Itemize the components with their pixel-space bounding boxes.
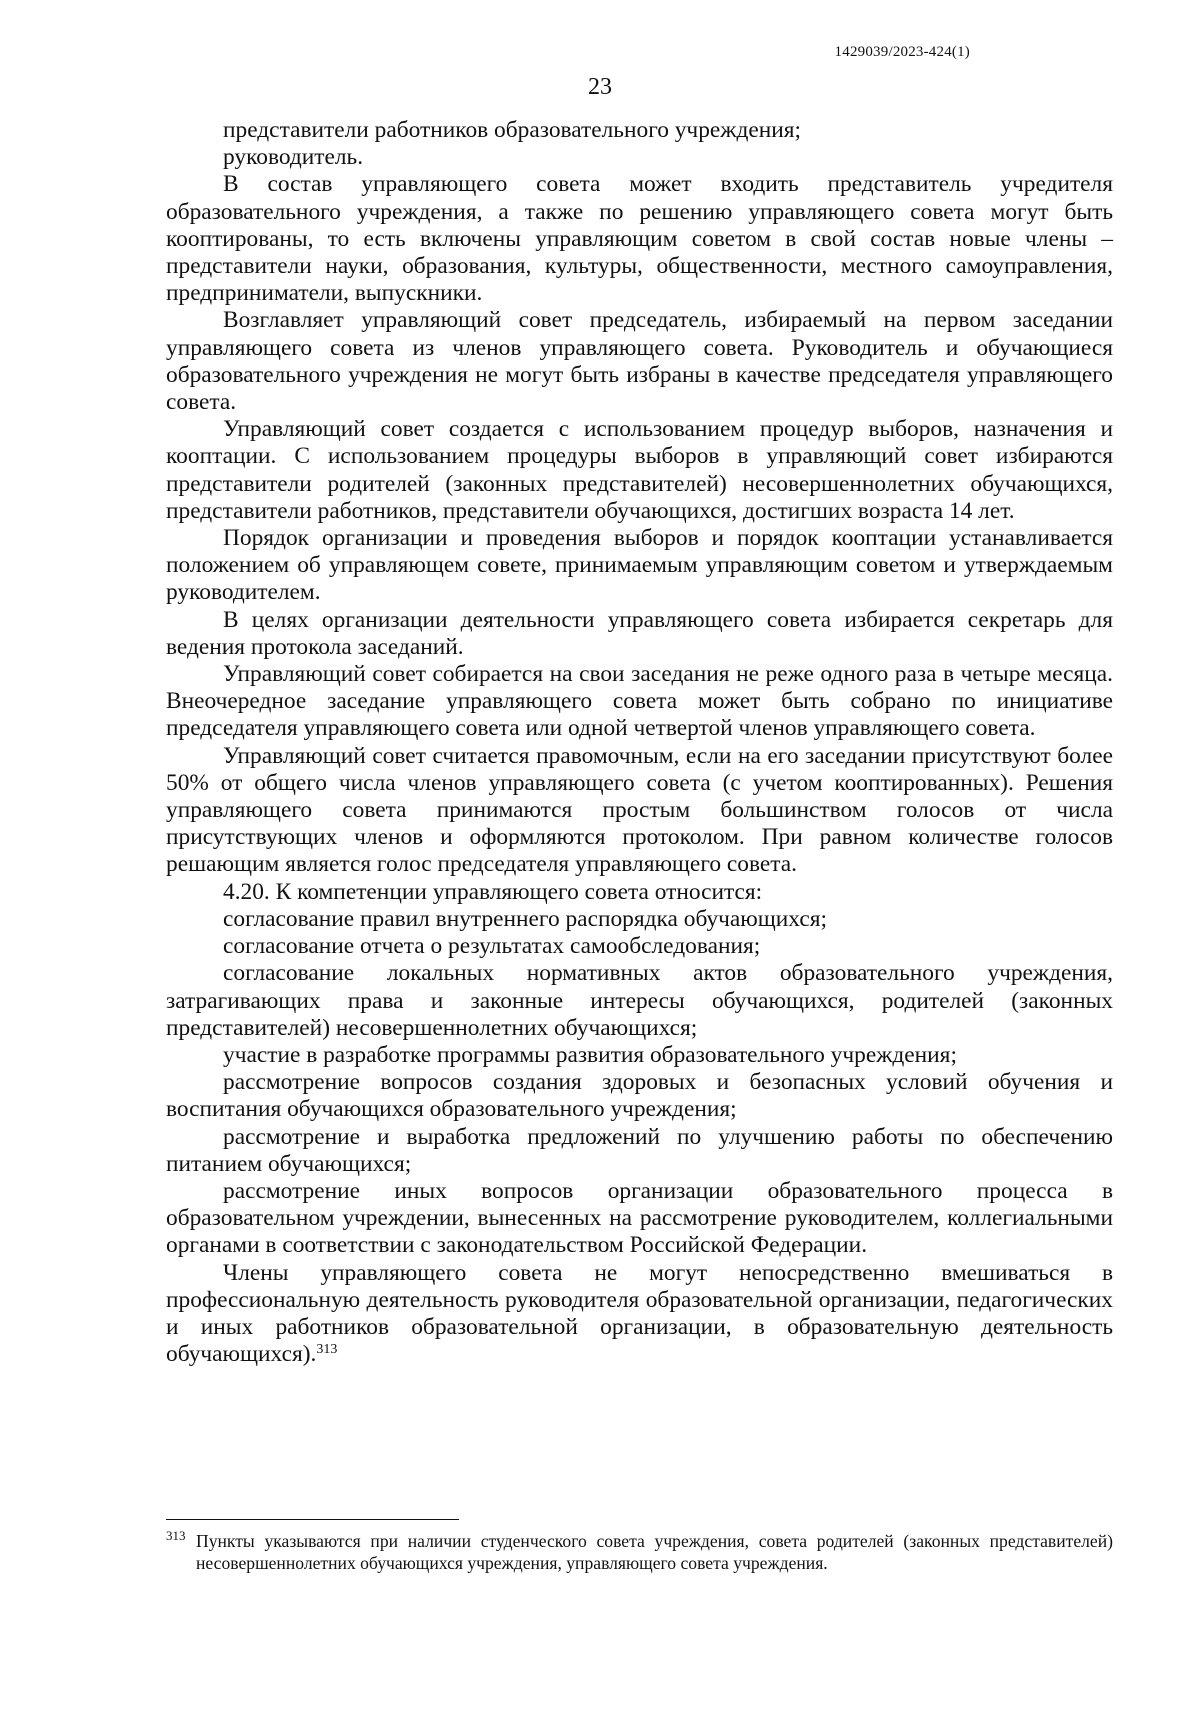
page-number: 23 — [588, 74, 612, 100]
document-body — [166, 117, 1113, 1368]
section-heading: 4.20. К компетенции управляющего совета относится: — [223, 878, 763, 905]
paragraph-last-text: Члены управляющего совета не могут непосредственно вмешиваться в профессиональную деятельность руководителя образовательной организации, педагогических и иных работников образовательной организации, в образовательную деятельность обучающихся). — [166, 1259, 1113, 1368]
paragraph: руководитель. — [223, 144, 364, 171]
footnote-mark: 313 — [166, 1528, 186, 1543]
list-item: рассмотрение и выработка предложений по улучшению работы по обеспечению питанием обучающихся; — [166, 1123, 1113, 1177]
paragraph: Управляющий совет собирается на свои заседания не реже одного раза в четыре месяца. Внеочередное заседание управляющего совета может быть собрано по инициативе председателя управляющего совета или одной четвертой членов управляющего совета. — [166, 661, 1113, 742]
paragraph: представители работников образовательного учреждения; — [223, 117, 802, 143]
list-item: рассмотрение иных вопросов организации образовательного процесса в образовательном учреждении, вынесенных на рассмотрение руководителем, коллегиальными органами в соответствии с законодательством Российской Федерации. — [166, 1177, 1113, 1259]
list-item: согласование отчета о результатах самообследования; — [223, 933, 761, 960]
paragraph: Управляющий совет создается с использованием процедур выборов, назначения и кооптации. С использованием процедуры выборов в управляющий совет избираются представители родителей (законных представителей) несовершеннолетних обучающихся, представители работников, представители обучающихся, достигших возраста 14 лет. — [166, 416, 1113, 524]
paragraph: Возглавляет управляющий совет председатель, избираемый на первом заседании управляющего совета из членов управляющего совета. Руководитель и обучающиеся образовательного учреждения не могут быть избраны в качестве председателя управляющего совета. — [166, 307, 1113, 416]
list-item: согласование правил внутреннего распорядка обучающихся; — [223, 905, 827, 932]
footnote-reference[interactable]: 313 — [316, 1342, 338, 1358]
list-item: согласование локальных нормативных актов образовательного учреждения, затрагивающих права и законные интересы обучающихся, родителей (законных представителей) несовершеннолетних обучающихся; — [166, 960, 1113, 1041]
footnote-text: Пункты указываются при наличии студенческого совета учреждения, совета родителей (законных представителей) несовершеннолетних обучающихся учреждения, управляющего совета учреждения. — [196, 1531, 1113, 1573]
paragraph-last — [166, 1260, 1113, 1369]
document-number: 1429039/2023-424(1) — [834, 44, 970, 60]
list-item: рассмотрение вопросов создания здоровых и безопасных условий обучения и воспитания обучающихся образовательного учреждения; — [166, 1069, 1113, 1123]
paragraph: В состав управляющего совета может входить представитель учредителя образовательного учреждения, а также по решению управляющего совета могут быть кооптированы, то есть включены управляющим советом в свой состав новые члены – представители науки, образования, культуры, общественности, местного самоуправления, предприниматели, выпускники. — [166, 171, 1113, 307]
footnote-divider — [166, 1519, 459, 1520]
paragraph: Порядок организации и проведения выборов и порядок кооптации устанавливается положением об управляющем совете, принимаемым управляющим советом и утверждаемым руководителем. — [166, 525, 1113, 606]
paragraph: Управляющий совет считается правомочным, если на его заседании присутствуют более 50% от общего числа членов управляющего совета (с учетом кооптированных). Решения управляющего совета принимаются простым большинством голосов от числа присутствующих членов и оформляются протоколом. При равном количестве голосов решающим является голос председателя управляющего совета. — [166, 742, 1113, 878]
paragraph: В целях организации деятельности управляющего совета избирается секретарь для ведения протокола заседаний. — [166, 606, 1113, 660]
footnote — [166, 1530, 1113, 1574]
list-item: участие в разработке программы развития образовательного учреждения; — [223, 1041, 957, 1068]
